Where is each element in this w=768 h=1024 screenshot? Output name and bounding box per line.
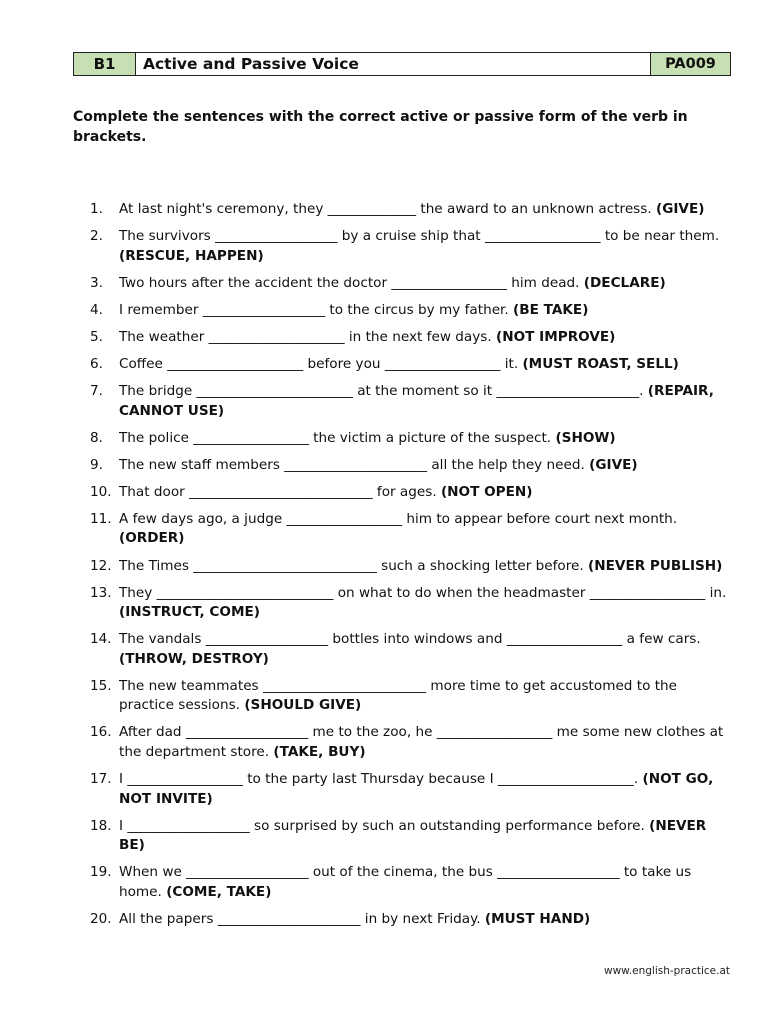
exercise-item [90,723,735,762]
verb-hint: (NEVER BE) [119,817,707,854]
sentence: I __________________ so surprised by such an outstanding performance before. [119,817,650,834]
exercise-text [119,863,735,902]
sentence: The survivors __________________ by a cruise ship that _________________ to be near them. [119,228,720,245]
exercise-item [90,200,735,220]
verb-hint: (COME, TAKE) [166,883,272,900]
sentence: The new teammates ________________________ more time to get accustomed to the practice sessions. [119,677,678,714]
exercise-item [90,510,735,549]
exercise-text [119,770,735,809]
exercise-number: 20. [90,910,112,927]
exercise-text [119,910,735,930]
exercise-number: 2. [90,228,103,245]
exercise-number: 4. [90,301,103,318]
verb-hint: (REPAIR, CANNOT USE) [119,383,714,419]
exercise-number: 15. [90,677,112,694]
sentence: Coffee ____________________ before you _________________ it. [119,355,523,372]
exercise-text [119,274,735,294]
verb-hint: (MUST HAND) [484,910,591,927]
worksheet-title: Active and Passive Voice [136,53,650,75]
exercise-text [119,483,735,503]
exercise-item [90,301,735,321]
sentence: The vandals __________________ bottles into windows and _________________ a few cars. [119,631,701,648]
exercise-number: 18. [90,817,112,834]
exercise-text [119,677,735,716]
verb-hint: (SHOW) [555,429,616,446]
exercise-item [90,770,735,809]
verb-hint: (NEVER PUBLISH) [588,557,723,574]
exercise-number: 3. [90,274,103,291]
exercise-number: 5. [90,328,103,345]
sentence: I remember __________________ to the circus by my father. [119,301,514,318]
sentence: After dad __________________ me to the zoo, he _________________ me some new clothes at the department store. [119,724,724,760]
sentence: I _________________ to the party last Thursday because I ____________________. [119,771,643,787]
exercise-number: 10. [90,483,112,500]
verb-hint: (NOT OPEN) [440,483,533,500]
exercise-text [119,630,735,669]
exercise-text [119,355,735,375]
sentence: The bridge _______________________ at the moment so it _____________________. [119,383,648,400]
exercise-number: 19. [90,864,112,881]
sentence: At last night's ceremony, they _____________ the award to an unknown actress. [119,201,656,217]
sentence: The police _________________ the victim a picture of the suspect. [119,429,556,446]
verb-hint: (RESCUE, HAPPEN) [119,247,264,264]
verb-hint: (BE TAKE) [513,301,589,318]
exercise-number: 12. [90,557,112,574]
sentence: All the papers _____________________ in by next Friday. [119,910,485,927]
exercise-number: 1. [90,201,103,217]
sentence: The weather ____________________ in the next few days. [119,328,496,345]
exercise-item [90,456,735,476]
verb-hint: (ORDER) [119,530,185,547]
exercise-item [90,483,735,503]
exercise-text [119,723,735,762]
exercise-item [90,382,735,421]
exercise-text [119,557,735,577]
exercise-number: 9. [90,456,103,473]
exercise-item [90,328,735,348]
verb-hint: (TAKE, BUY) [273,743,366,760]
exercise-item [90,584,735,623]
sentence: Two hours after the accident the doctor _________________ him dead. [119,274,584,291]
exercise-number: 8. [90,429,103,446]
sentence: A few days ago, a judge _________________ him to appear before court next month. [119,510,678,527]
exercise-item [90,274,735,294]
exercise-text [119,200,735,220]
exercise-number: 11. [90,510,112,527]
verb-hint: (GIVE) [589,456,638,473]
exercise-text [119,227,735,266]
exercise-text [119,328,735,348]
exercise-item [90,817,735,856]
sentence: That door ___________________________ for ages. [119,483,441,500]
exercise-text [119,382,735,421]
exercise-item [90,429,735,449]
verb-hint: (SHOULD GIVE) [244,697,362,714]
sentence: When we __________________ out of the cinema, the bus __________________ to take us home. [119,864,692,900]
exercise-item [90,630,735,669]
verb-hint: (INSTRUCT, COME) [119,604,260,621]
worksheet-header [73,52,731,76]
sentence: They __________________________ on what to do when the headmaster _________________ in. [119,584,727,601]
exercise-text [119,301,735,321]
verb-hint: (NOT IMPROVE) [496,328,616,345]
exercise-text [119,429,735,449]
exercise-item [90,227,735,266]
exercise-text [119,584,735,623]
exercise-item [90,863,735,902]
verb-hint: (THROW, DESTROY) [119,650,269,667]
exercise-item [90,557,735,577]
exercise-list [90,200,735,937]
verb-hint: (GIVE) [656,201,705,217]
footer-url: www.english-practice.at [603,965,730,977]
exercise-text [119,817,735,856]
verb-hint: (MUST ROAST, SELL) [522,355,679,372]
exercise-item [90,355,735,375]
exercise-number: 6. [90,355,103,372]
exercise-item [90,910,735,930]
instructions: Complete the sentences with the correct active or passive form of the verb in brackets. [73,109,688,145]
verb-hint: (NOT GO, NOT INVITE) [119,771,714,807]
exercise-item [90,677,735,716]
exercise-number: 14. [90,631,112,648]
level-badge: B1 [74,53,136,75]
exercise-number: 17. [90,771,112,787]
exercise-number: 16. [90,724,112,741]
sentence: The Times ___________________________ such a shocking letter before. [119,557,589,574]
verb-hint: (DECLARE) [583,274,666,291]
exercise-number: 13. [90,584,112,601]
sentence: The new staff members _____________________ all the help they need. [119,456,590,473]
exercise-text [119,510,735,549]
exercise-number: 7. [90,383,103,400]
worksheet-code: PA009 [650,53,730,75]
exercise-text [119,456,735,476]
